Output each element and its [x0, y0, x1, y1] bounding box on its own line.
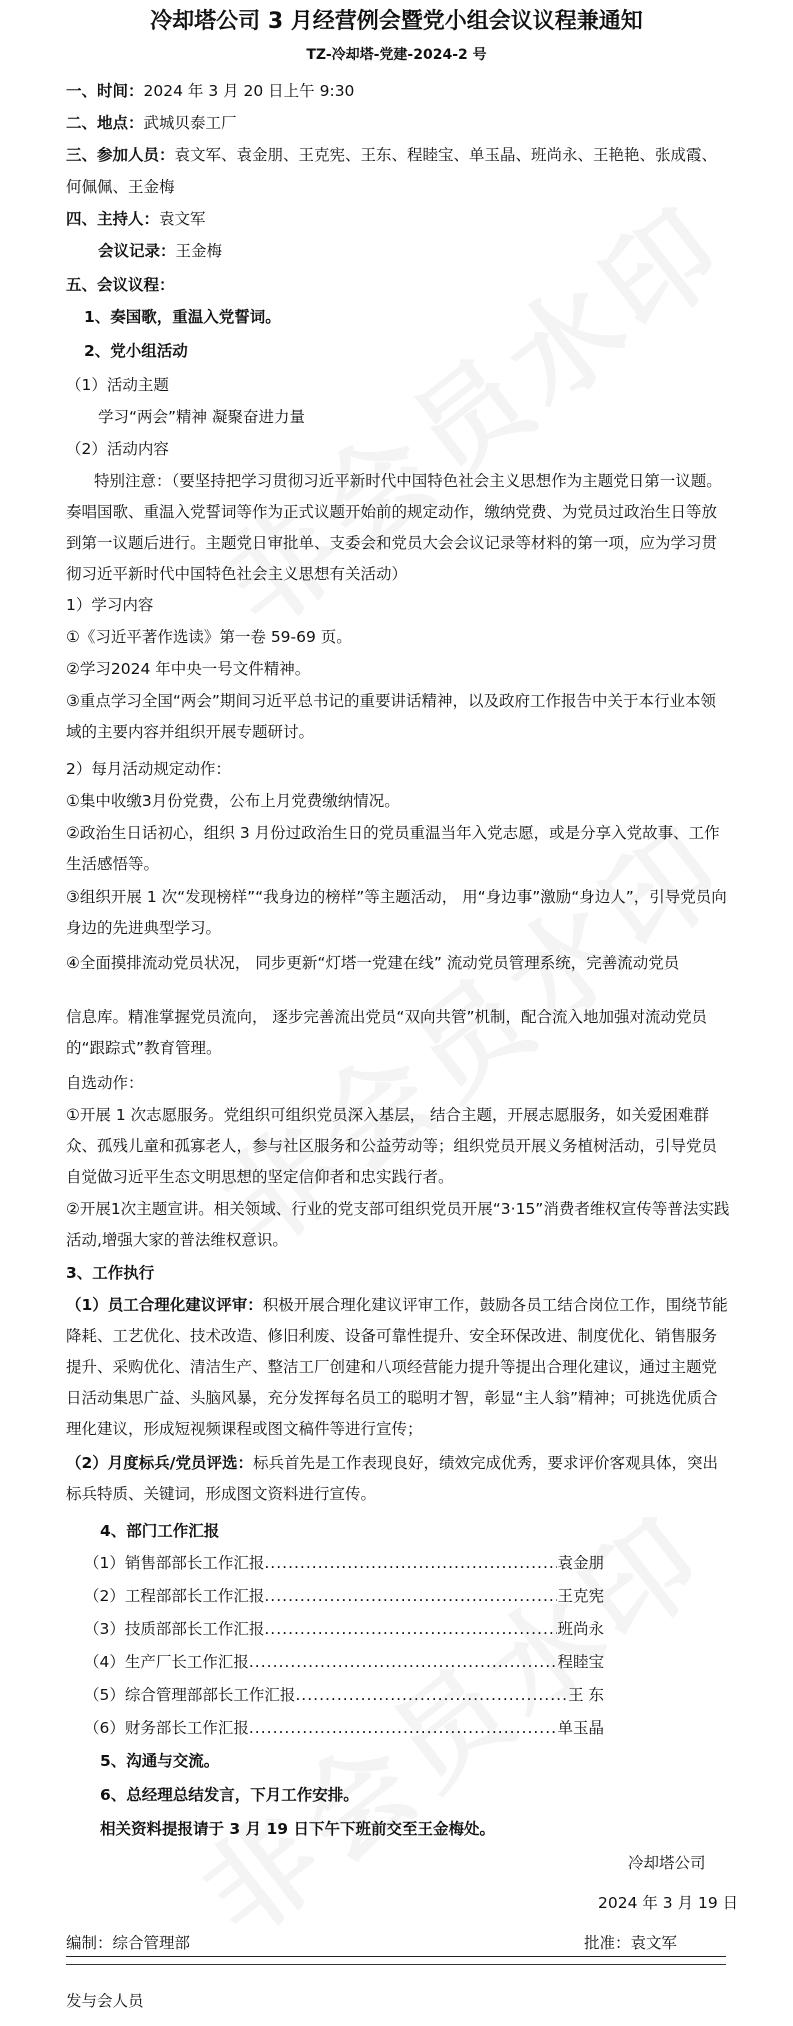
optional-item-2: ②开展1次主题宣讲。相关领域、行业的党支部可组织党员开展“3·15”消费者维权宣传等普法实践活动,增强大家的普法维权意识。 [66, 1200, 730, 1249]
closing-notice: 相关资料提报请于 3 月 19 日下午下班前交至王金梅处。 [100, 1820, 495, 1838]
editor-label: 编制：综合管理部 [66, 1934, 191, 1952]
leader-dots [264, 1552, 557, 1574]
reporter-name: 王 东 [568, 1686, 604, 1704]
agenda-item-6: 6、总经理总结发言，下月工作安排。 [100, 1786, 359, 1804]
monthly-item-4-continued: 信息库。精准掌握党员流向， 逐步完善流出党员“双向共管”机制，配合流入地加强对流动党员的“跟踪式”教育管理。 [66, 1008, 707, 1057]
activity-theme: 学习“两会”精神 凝聚奋进力量 [98, 408, 305, 426]
recorder-label: 会议记录： [98, 242, 176, 260]
execution-item-2-text: 标兵首先是工作表现良好，绩效完成优秀，要求评价客观具体，突出标兵特质、关键词，形成图文资料进行宣传。 [66, 1454, 718, 1503]
leader-dots [264, 1618, 557, 1640]
time-line [66, 80, 354, 102]
activity-theme-heading: （1）活动主题 [66, 376, 169, 394]
execution-item-1 [66, 1290, 730, 1445]
agenda-item-5: 5、沟通与交流。 [100, 1752, 220, 1770]
report-label: （4）生产厂长工作汇报 [84, 1653, 249, 1671]
recorder-value: 王金梅 [175, 242, 223, 260]
location-line [66, 112, 237, 134]
signature-date: 2024 年 3 月 19 日 [598, 1894, 739, 1912]
execution-item-2-title: （2）月度标兵/党员评选： [66, 1454, 253, 1472]
monthly-item-4: ④全面摸排流动党员状况， 同步更新“灯塔一党建在线” 流动党员管理系统，完善流动党员 [66, 954, 680, 972]
report-row [84, 1552, 604, 1574]
report-row [84, 1585, 604, 1607]
host-value: 袁文军 [159, 210, 206, 228]
leader-dots [295, 1684, 568, 1706]
document-title: 冷却塔公司 3 月经营例会暨党小组会议议程兼通知 [150, 9, 643, 34]
report-label: （3）技质部部长工作汇报 [84, 1620, 265, 1638]
reporter-name: 袁金朋 [557, 1554, 604, 1572]
agenda-item-4: 4、部门工作汇报 [100, 1522, 220, 1540]
optional-item-1: ①开展 1 次志愿服务。党组织可组织党员深入基层， 结合主题，开展志愿服务，如关爱困难群众、孤残儿童和孤寡老人，参与社区服务和公益劳动等；组织党员开展义务植树活动，引导党员自觉做习近平生态文明思想的坚定信仰者和忠实践行者。 [66, 1106, 718, 1186]
study-item-2: ②学习2024 年中央一号文件精神。 [66, 660, 311, 678]
study-heading: 1）学习内容 [66, 596, 154, 614]
approver-label: 批准：袁文军 [584, 1934, 678, 1952]
monthly-item-2: ②政治生日话初心，组织 3 月份过政治生日的党员重温当年入党志愿，或是分享入党故事、工作生活感悟等。 [66, 824, 720, 873]
optional-heading: 自选动作： [66, 1074, 144, 1092]
reporter-name: 程睦宝 [557, 1653, 604, 1671]
monthly-item-3: ③组织开展 1 次“发现榜样”“我身边的榜样”等主题活动， 用“身边事”激励“身边人”，引导党员向身边的先进典型学习。 [66, 888, 727, 937]
host-line [66, 208, 206, 230]
agenda-item-3: 3、工作执行 [66, 1264, 155, 1282]
leader-dots [249, 1651, 558, 1673]
attendees-continued: 何佩佩、王金梅 [66, 178, 175, 196]
activity-content-heading: （2）活动内容 [66, 440, 169, 458]
recorder-line [98, 240, 222, 262]
report-label: （5）综合管理部部长工作汇报 [84, 1686, 296, 1704]
distribution-label: 发与会人员 [66, 1992, 144, 2010]
report-row [84, 1618, 604, 1640]
monthly-heading: 2）每月活动规定动作： [66, 760, 231, 778]
reporter-name: 王克宪 [557, 1587, 604, 1605]
execution-item-1-text: 积极开展合理化建议评审工作，鼓励各员工结合岗位工作，围绕节能降耗、工艺优化、技术改造、修旧利废、设备可靠性提升、安全环保改进、制度优化、销售服务提升、采购优化、清洁生产、整洁工厂创建和八项经营能力提升等提出合理化建议，通过主题党日活动集思广益、头脑风暴，充分发挥每名员工的聪明才智，彰显“主人翁”精神；可挑选优质合理化建议，形成短视频课程或图文稿件等进行宣传； [66, 1296, 728, 1438]
attendees-label: 三、参加人员： [66, 146, 175, 164]
time-value: 2024 年 3 月 20 日上午 9:30 [143, 82, 355, 100]
report-row [84, 1684, 604, 1706]
attendees-line [66, 144, 717, 166]
report-label: （1）销售部部长工作汇报 [84, 1554, 265, 1572]
host-label: 四、主持人： [66, 210, 160, 228]
report-row [84, 1651, 604, 1673]
leader-dots [264, 1585, 557, 1607]
study-item-1: ①《习近平著作选读》第一卷 59-69 页。 [66, 628, 352, 646]
execution-item-1-title: （1）员工合理化建议评审： [66, 1296, 263, 1314]
agenda-heading: 五、会议议程： [66, 276, 175, 294]
location-value: 武城贝泰工厂 [143, 114, 237, 132]
leader-dots [249, 1717, 558, 1739]
agenda-item-2: 2、党小组活动 [84, 342, 188, 360]
report-label: （6）财务部长工作汇报 [84, 1719, 249, 1737]
attendees-value: 袁文军、袁金朋、王克宪、王东、程睦宝、单玉晶、班尚永、王艳艳、张成霞、 [174, 146, 718, 164]
divider-top [66, 1956, 726, 1957]
location-label: 二、地点： [66, 114, 144, 132]
reporter-name: 单玉晶 [557, 1719, 604, 1737]
signature-org: 冷却塔公司 [628, 1854, 706, 1872]
study-item-3: ③重点学习全国“两会”期间习近平总书记的重要讲话精神，以及政府工作报告中关于本行业本领域的主要内容并组织开展专题研讨。 [66, 692, 716, 741]
special-note: 特别注意：（要坚持把学习贯彻习近平新时代中国特色社会主义思想作为主题党日第一议题。奏唱国歌、重温入党誓词等作为正式议题开始前的规定动作，缴纳党费、为党员过政治生日等放到第一议题后进行。主题党日审批单、支委会和党员大会会议记录等材料的第一项，应为学习贯彻习近平新时代中国特色社会主义思想有关活动） [66, 472, 722, 583]
divider-bottom [66, 1964, 726, 1965]
report-label: （2）工程部部长工作汇报 [84, 1587, 265, 1605]
report-row [84, 1717, 604, 1739]
reporter-name: 班尚永 [557, 1620, 604, 1638]
execution-item-2 [66, 1448, 730, 1510]
time-label: 一、时间： [66, 82, 144, 100]
monthly-item-1: ①集中收缴3月份党费，公布上月党费缴纳情况。 [66, 792, 400, 810]
document-code: TZ-冷却塔-党建-2024-2 号 [306, 47, 487, 63]
agenda-item-1: 1、奏国歌，重温入党誓词。 [84, 308, 281, 326]
